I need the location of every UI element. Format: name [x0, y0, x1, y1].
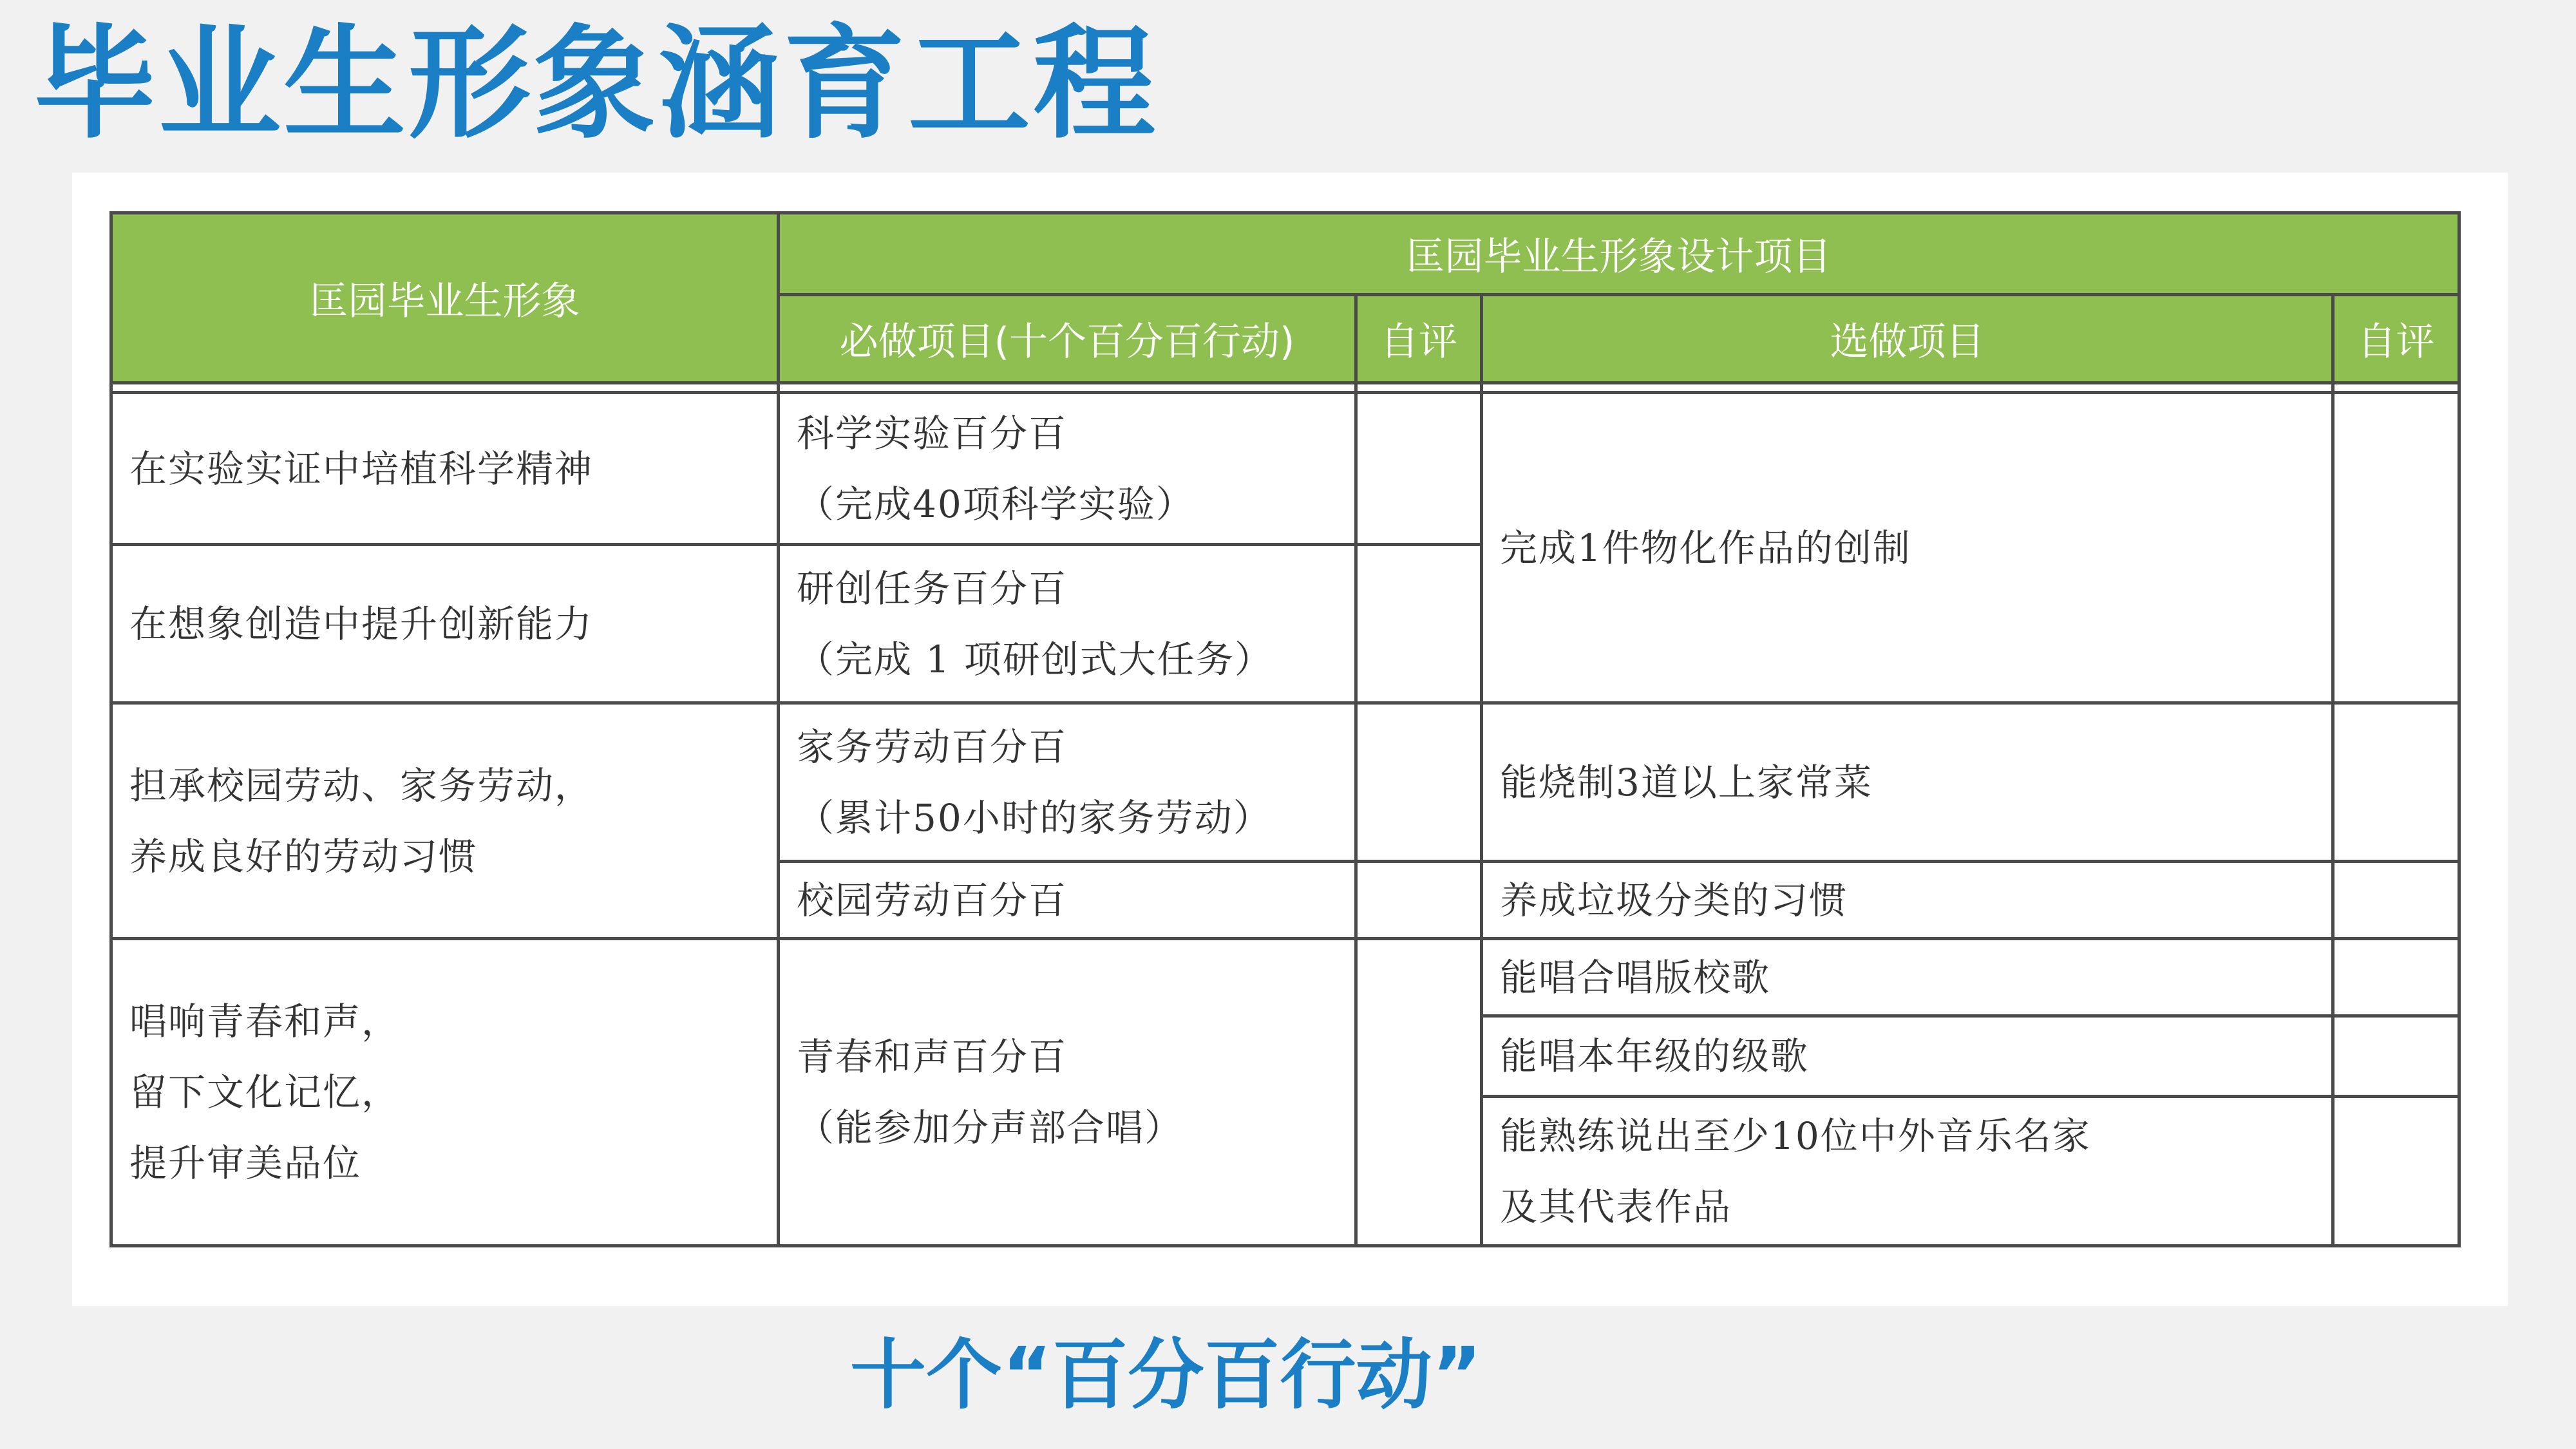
required-cell-housework: 家务劳动百分百 （累计50小时的家务劳动）	[779, 703, 1356, 862]
image-cell-science: 在实验实证中培植科学精神	[111, 393, 779, 545]
image-cell-culture: 唱响青春和声， 留下文化记忆， 提升审美品位	[111, 939, 779, 1246]
optional-cell-grade-song: 能唱本年级的级歌	[1482, 1016, 2333, 1097]
optional-cell-cooking: 能烧制3道以上家常菜	[1482, 703, 2333, 862]
table-wrapper	[109, 211, 2461, 1247]
footer-caption: 十个“百分百行动”	[850, 1331, 1482, 1419]
self-eval-cell	[2333, 393, 2459, 703]
header-gap-row	[111, 383, 2459, 393]
optional-cell-school-song: 能唱合唱版校歌	[1482, 939, 2333, 1016]
header-optional: 选做项目	[1482, 295, 2333, 383]
optional-cell-artifact: 完成1件物化作品的创制	[1482, 393, 2333, 703]
self-eval-cell	[1356, 545, 1482, 703]
self-eval-cell	[1356, 862, 1482, 939]
self-eval-cell	[2333, 939, 2459, 1016]
image-cell-labor: 担承校园劳动、家务劳动， 养成良好的劳动习惯	[111, 703, 779, 939]
table-panel	[72, 173, 2508, 1306]
required-cell-research: 研创任务百分百 （完成 1 项研创式大任务）	[779, 545, 1356, 703]
table-row	[111, 703, 2459, 862]
optional-cell-musicians: 能熟练说出至少10位中外音乐名家 及其代表作品	[1482, 1097, 2333, 1246]
self-eval-cell	[2333, 862, 2459, 939]
table-row	[111, 939, 2459, 1016]
self-eval-cell	[2333, 1016, 2459, 1097]
required-cell-science: 科学实验百分百 （完成40项科学实验）	[779, 393, 1356, 545]
header-image-col: 匡园毕业生形象	[111, 213, 779, 383]
slide-title: 毕业生形象涵育工程	[33, 13, 1159, 155]
header-design-col: 匡园毕业生形象设计项目	[779, 213, 2459, 295]
self-eval-cell	[1356, 703, 1482, 862]
optional-cell-sorting: 养成垃圾分类的习惯	[1482, 862, 2333, 939]
table-row	[111, 393, 2459, 545]
self-eval-cell	[2333, 1097, 2459, 1246]
required-cell-chorus: 青春和声百分百 （能参加分声部合唱）	[779, 939, 1356, 1246]
header-self-eval-1: 自评	[1356, 295, 1482, 383]
header-required: 必做项目(十个百分百行动)	[779, 295, 1356, 383]
header-row-1	[111, 213, 2459, 295]
self-eval-cell	[1356, 939, 1482, 1246]
self-eval-cell	[1356, 393, 1482, 545]
image-cell-innovation: 在想象创造中提升创新能力	[111, 545, 779, 703]
required-cell-campus-labor: 校园劳动百分百	[779, 862, 1356, 939]
header-self-eval-2: 自评	[2333, 295, 2459, 383]
graduate-image-table	[109, 211, 2461, 1247]
self-eval-cell	[2333, 703, 2459, 862]
